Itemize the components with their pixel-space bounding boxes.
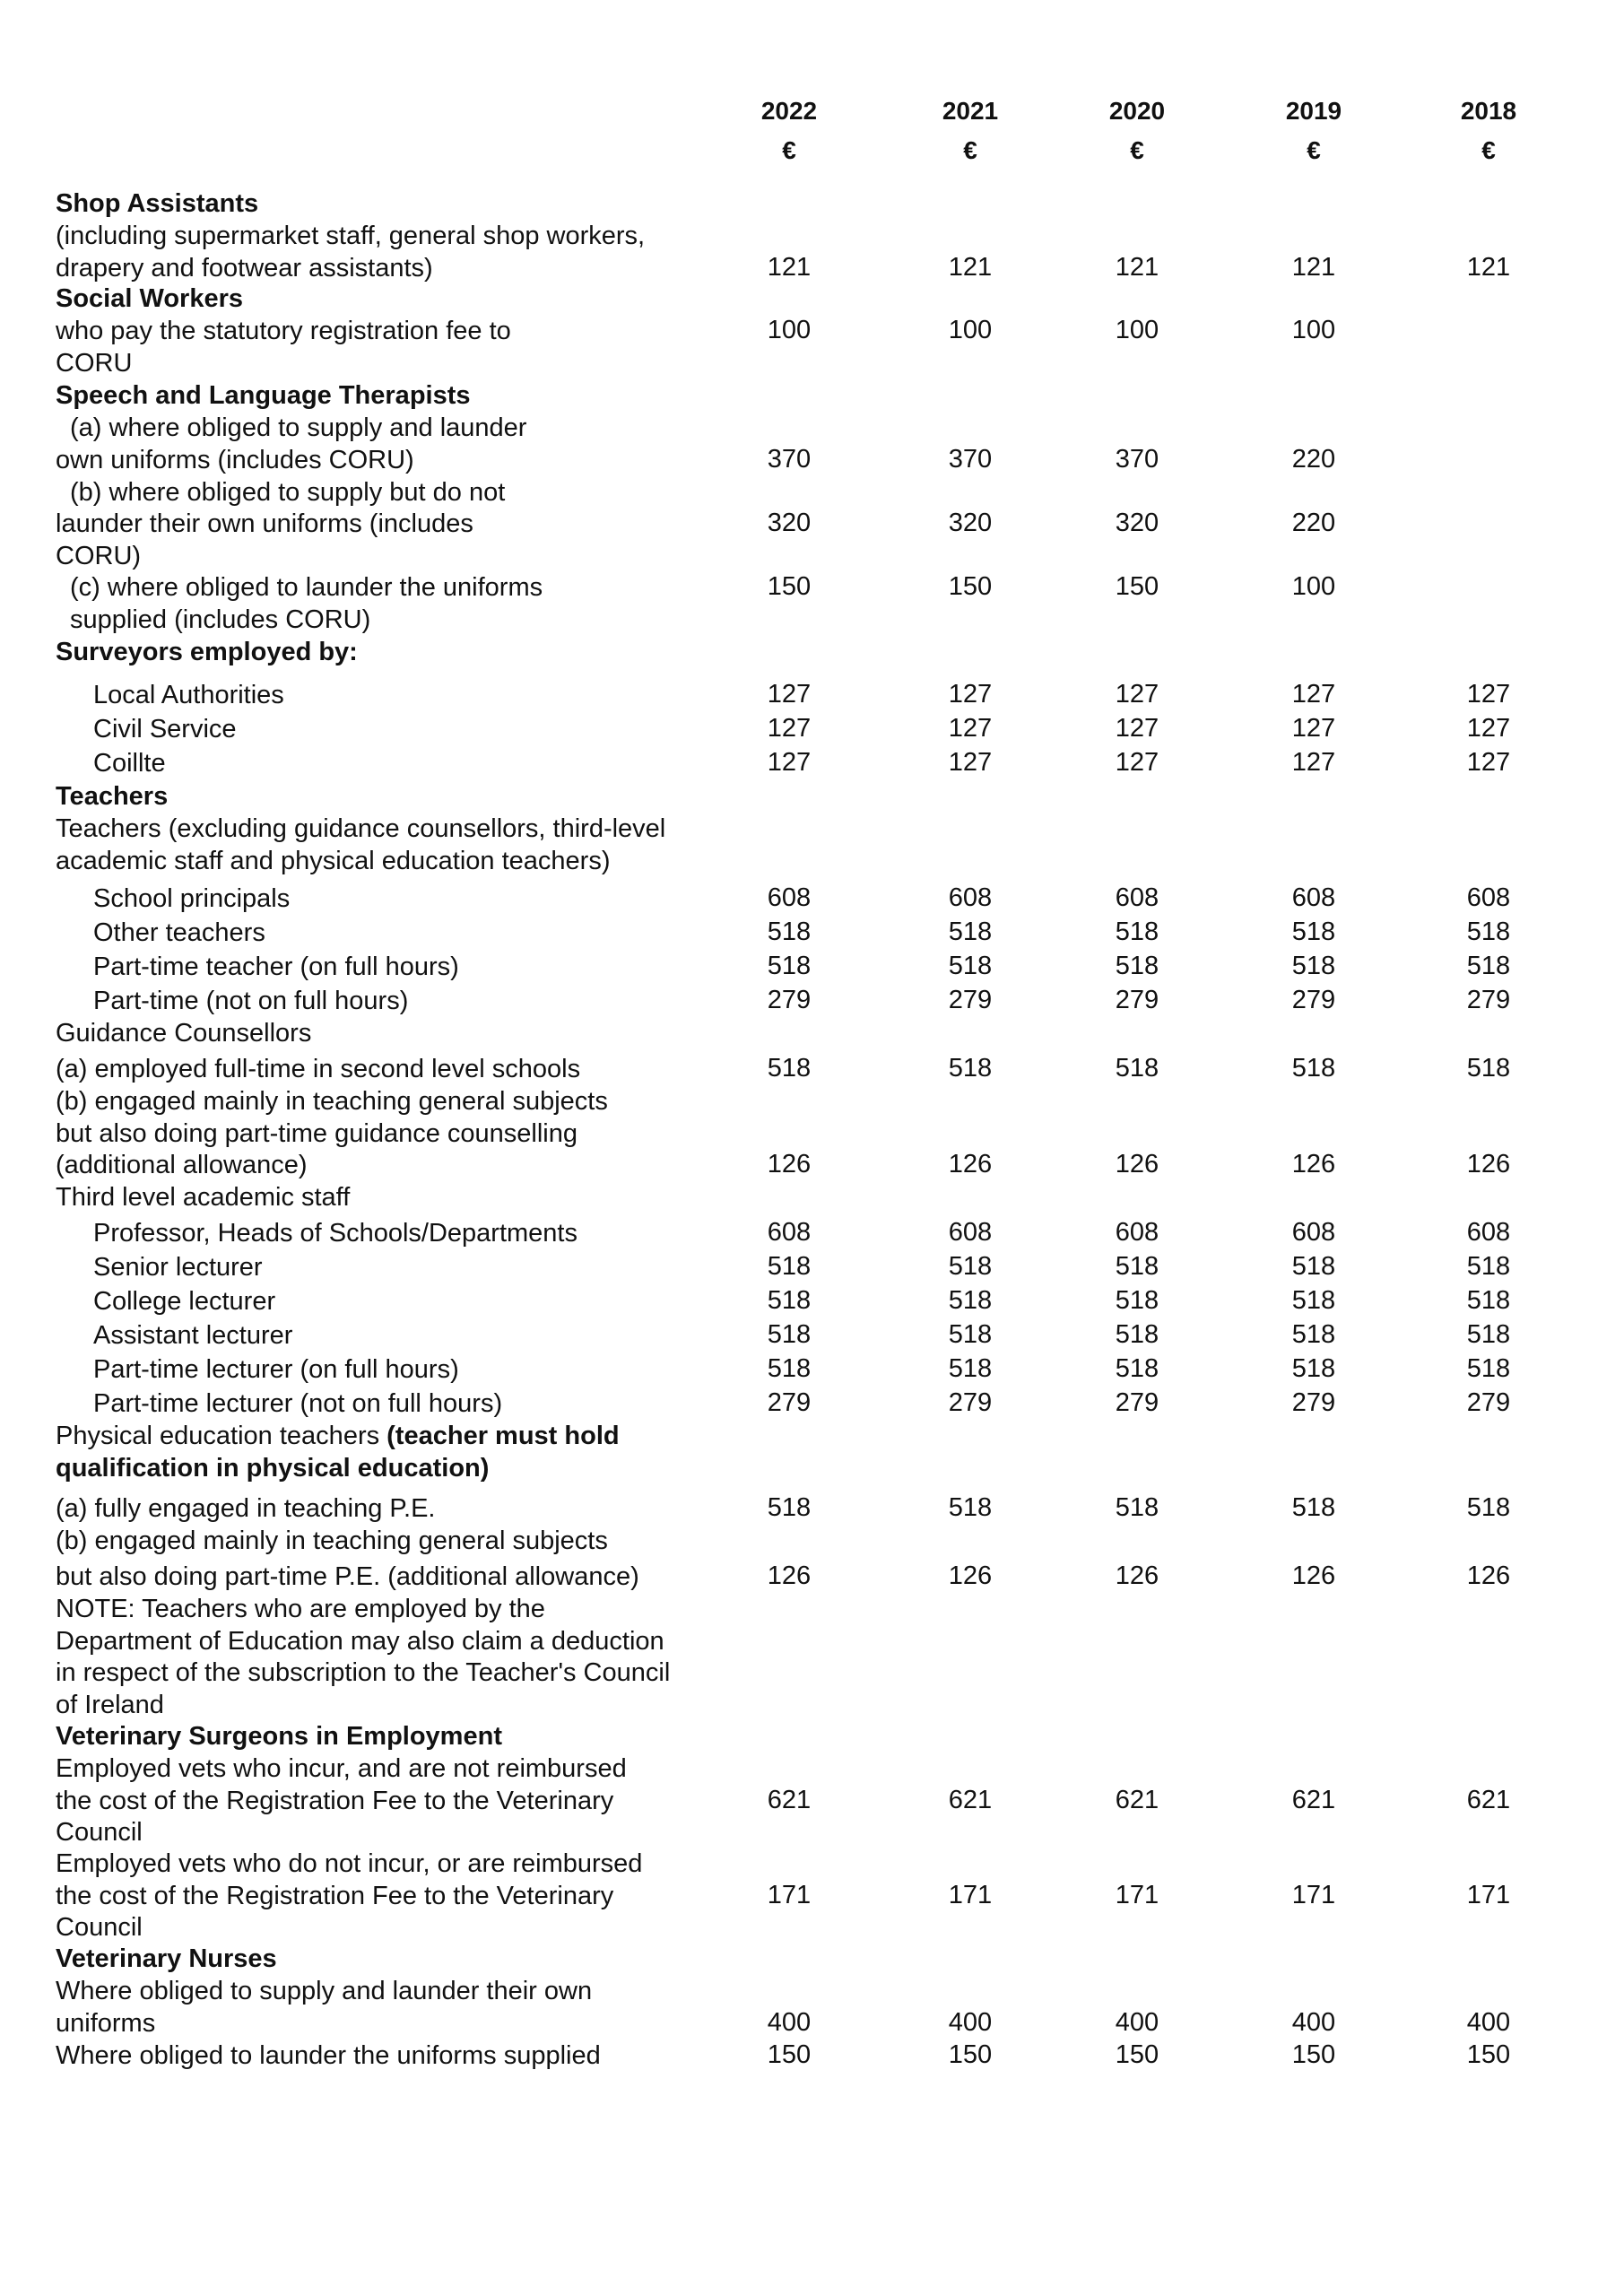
value-cell-2019: 518 [1291, 1286, 1336, 1315]
value-cell-2020: 518 [1115, 1286, 1159, 1315]
row-label: (b) where obliged to supply but do not [70, 478, 506, 507]
row-label: launder their own uniforms (includes CORU) [56, 509, 473, 570]
row-label: Employed vets who incur, and are not reimbursed the cost of the Registration Fee to the Veterinary Council [56, 1754, 627, 1847]
value-cell-2019: 150 [1291, 2040, 1336, 2069]
value-cell-2021: 126 [948, 1150, 993, 1178]
value-cell-2022: 518 [767, 1354, 812, 1383]
row-label: but also doing part-time P.E. (additional allowance) [56, 1562, 639, 1591]
value-cell-2020: 126 [1115, 1150, 1159, 1178]
value-cell-2020: 621 [1115, 1786, 1159, 1814]
value-cell-2021: 121 [948, 253, 993, 282]
value-cell-2022: 127 [767, 680, 812, 709]
value-cell-2018: 127 [1466, 714, 1511, 743]
currency-symbol: € [963, 136, 977, 164]
value-cell-2018: 126 [1466, 1150, 1511, 1178]
value-cell-2018: 518 [1466, 1286, 1511, 1315]
value-cell-2018: 518 [1466, 1493, 1511, 1522]
value-cell-2021: 150 [948, 572, 993, 601]
section-heading: Teachers [56, 782, 169, 811]
value-cell-2018: 171 [1466, 1881, 1511, 1909]
currency-symbol: € [1130, 136, 1144, 164]
value-cell-2022: 121 [767, 253, 812, 282]
value-cell-2020: 608 [1115, 883, 1159, 912]
value-cell-2019: 518 [1291, 918, 1336, 946]
value-cell-2022: 608 [767, 883, 812, 912]
value-cell-2021: 171 [948, 1881, 993, 1909]
value-cell-2021: 279 [948, 1388, 993, 1417]
year-header-2021 [916, 97, 1024, 165]
value-cell-2018: 518 [1466, 1252, 1511, 1281]
value-cell-2020: 127 [1115, 680, 1159, 709]
value-cell-2019: 400 [1291, 2008, 1336, 2037]
value-cell-2021: 608 [948, 883, 993, 912]
value-cell-2019: 608 [1291, 1218, 1336, 1247]
value-cell-2020: 127 [1115, 714, 1159, 743]
value-cell-2021: 400 [948, 2008, 993, 2037]
row-label: (b) engaged mainly in teaching general subjects but also doing part-time guidance counselling (additional allowance) [56, 1087, 608, 1179]
value-cell-2018: 279 [1466, 1388, 1511, 1417]
row-label: Where obliged to supply and launder their own uniforms [56, 1977, 593, 2038]
section-heading: Social Workers [56, 284, 244, 313]
value-cell-2022: 518 [767, 918, 812, 946]
value-cell-2019: 127 [1291, 748, 1336, 777]
value-cell-2020: 518 [1115, 1354, 1159, 1383]
value-cell-2021: 608 [948, 1218, 993, 1247]
value-cell-2021: 279 [948, 986, 993, 1014]
value-cell-2020: 518 [1115, 1493, 1159, 1522]
row-label: Civil Service [93, 715, 237, 744]
value-cell-2021: 126 [948, 1561, 993, 1590]
value-cell-2021: 518 [948, 1054, 993, 1083]
value-cell-2021: 518 [948, 918, 993, 946]
value-cell-2020: 126 [1115, 1561, 1159, 1590]
value-cell-2018: 518 [1466, 1054, 1511, 1083]
value-cell-2020: 121 [1115, 253, 1159, 282]
year-label: 2022 [760, 97, 818, 125]
value-cell-2021: 518 [948, 1286, 993, 1315]
value-cell-2022: 370 [767, 445, 812, 474]
value-cell-2019: 127 [1291, 714, 1336, 743]
row-label: who pay the statutory registration fee to CORU [56, 317, 511, 378]
value-cell-2019: 100 [1291, 316, 1336, 344]
row-label: Part-time teacher (on full hours) [93, 952, 459, 981]
value-cell-2019: 279 [1291, 986, 1336, 1014]
row-label [56, 1421, 620, 1484]
value-cell-2020: 608 [1115, 1218, 1159, 1247]
value-cell-2022: 279 [767, 986, 812, 1014]
year-label: 2019 [1285, 97, 1342, 125]
value-cell-2021: 150 [948, 2040, 993, 2069]
value-cell-2018: 608 [1466, 883, 1511, 912]
value-cell-2019: 220 [1291, 445, 1336, 474]
value-cell-2018: 518 [1466, 918, 1511, 946]
value-cell-2021: 518 [948, 1354, 993, 1383]
value-cell-2019: 518 [1291, 1320, 1336, 1349]
value-cell-2020: 518 [1115, 1054, 1159, 1083]
value-cell-2021: 518 [948, 1320, 993, 1349]
value-cell-2018: 150 [1466, 2040, 1511, 2069]
value-cell-2019: 127 [1291, 680, 1336, 709]
year-header-2019 [1260, 97, 1368, 165]
value-cell-2021: 320 [948, 509, 993, 537]
value-cell-2020: 127 [1115, 748, 1159, 777]
value-cell-2019: 621 [1291, 1786, 1336, 1814]
row-label: NOTE: Teachers who are employed by the Department of Education may also claim a deduction in respect of the subscription to the Teacher's Council of Ireland [56, 1595, 671, 1719]
value-cell-2018: 127 [1466, 748, 1511, 777]
value-cell-2021: 518 [948, 952, 993, 980]
currency-symbol: € [782, 136, 796, 164]
value-cell-2018: 621 [1466, 1786, 1511, 1814]
value-cell-2020: 518 [1115, 1252, 1159, 1281]
value-cell-2019: 518 [1291, 952, 1336, 980]
row-label: own uniforms (includes CORU) [56, 446, 414, 474]
value-cell-2021: 621 [948, 1786, 993, 1814]
section-heading: Shop Assistants [56, 189, 259, 218]
value-cell-2022: 100 [767, 316, 812, 344]
value-cell-2020: 150 [1115, 2040, 1159, 2069]
row-label: Guidance Counsellors [56, 1019, 312, 1048]
row-label: Professor, Heads of Schools/Departments [93, 1219, 578, 1248]
value-cell-2022: 518 [767, 1320, 812, 1349]
value-cell-2020: 279 [1115, 1388, 1159, 1417]
value-cell-2021: 127 [948, 680, 993, 709]
value-cell-2022: 518 [767, 1286, 812, 1315]
value-cell-2022: 518 [767, 1252, 812, 1281]
value-cell-2022: 126 [767, 1561, 812, 1590]
value-cell-2019: 518 [1291, 1493, 1336, 1522]
value-cell-2022: 127 [767, 748, 812, 777]
value-cell-2022: 150 [767, 2040, 812, 2069]
value-cell-2020: 518 [1115, 1320, 1159, 1349]
value-cell-2020: 100 [1115, 316, 1159, 344]
value-cell-2021: 518 [948, 1493, 993, 1522]
value-cell-2022: 320 [767, 509, 812, 537]
value-cell-2019: 126 [1291, 1150, 1336, 1178]
value-cell-2019: 126 [1291, 1561, 1336, 1590]
currency-symbol: € [1481, 136, 1496, 164]
value-cell-2022: 279 [767, 1388, 812, 1417]
value-cell-2020: 320 [1115, 509, 1159, 537]
value-cell-2018: 608 [1466, 1218, 1511, 1247]
value-cell-2021: 370 [948, 445, 993, 474]
value-cell-2022: 127 [767, 714, 812, 743]
row-label: (including supermarket staff, general shop workers, drapery and footwear assistants) [56, 222, 646, 283]
row-label: Assistant lecturer [93, 1321, 293, 1350]
row-label: Part-time lecturer (on full hours) [93, 1355, 459, 1384]
value-cell-2020: 518 [1115, 918, 1159, 946]
year-label: 2018 [1460, 97, 1517, 125]
value-cell-2020: 150 [1115, 572, 1159, 601]
value-cell-2018: 400 [1466, 2008, 1511, 2037]
section-heading: Veterinary Surgeons in Employment [56, 1722, 502, 1751]
row-label: Teachers (excluding guidance counsellors, third-level academic staff and physical education teachers) [56, 814, 666, 875]
value-cell-2019: 171 [1291, 1881, 1336, 1909]
value-cell-2020: 518 [1115, 952, 1159, 980]
value-cell-2022: 518 [767, 1054, 812, 1083]
value-cell-2019: 220 [1291, 509, 1336, 537]
year-label: 2021 [942, 97, 999, 125]
row-label: College lecturer [93, 1287, 276, 1316]
value-cell-2018: 121 [1466, 253, 1511, 282]
value-cell-2022: 171 [767, 1881, 812, 1909]
currency-symbol: € [1307, 136, 1321, 164]
value-cell-2021: 127 [948, 714, 993, 743]
value-cell-2018: 279 [1466, 986, 1511, 1014]
year-header-2018 [1435, 97, 1542, 165]
row-label: Part-time (not on full hours) [93, 987, 409, 1015]
row-label-note: (teacher must hold qualification in physical education) [56, 1422, 620, 1483]
year-label: 2020 [1108, 97, 1166, 125]
row-label: Employed vets who do not incur, or are reimbursed the cost of the Registration Fee to the Veterinary Council [56, 1849, 643, 1942]
year-header-2020 [1083, 97, 1191, 165]
year-header-2022 [735, 97, 843, 165]
value-cell-2020: 279 [1115, 986, 1159, 1014]
value-cell-2022: 621 [767, 1786, 812, 1814]
row-label: School principals [93, 884, 291, 913]
value-cell-2018: 518 [1466, 1354, 1511, 1383]
value-cell-2021: 127 [948, 748, 993, 777]
value-cell-2019: 518 [1291, 1054, 1336, 1083]
value-cell-2018: 518 [1466, 1320, 1511, 1349]
row-label: Part-time lecturer (not on full hours) [93, 1389, 503, 1418]
value-cell-2021: 100 [948, 316, 993, 344]
value-cell-2020: 370 [1115, 445, 1159, 474]
value-cell-2019: 100 [1291, 572, 1336, 601]
value-cell-2018: 518 [1466, 952, 1511, 980]
section-heading: Veterinary Nurses [56, 1944, 277, 1973]
value-cell-2019: 279 [1291, 1388, 1336, 1417]
row-label: (c) where obliged to launder the uniforms supplied (includes CORU) [70, 573, 543, 634]
row-label: (b) engaged mainly in teaching general subjects [56, 1526, 608, 1555]
value-cell-2020: 171 [1115, 1881, 1159, 1909]
value-cell-2021: 518 [948, 1252, 993, 1281]
row-label: Third level academic staff [56, 1183, 351, 1212]
value-cell-2022: 518 [767, 952, 812, 980]
value-cell-2019: 608 [1291, 883, 1336, 912]
section-heading: Surveyors employed by: [56, 638, 358, 666]
value-cell-2019: 518 [1291, 1252, 1336, 1281]
value-cell-2020: 400 [1115, 2008, 1159, 2037]
row-label: Senior lecturer [93, 1253, 263, 1282]
section-heading: Speech and Language Therapists [56, 381, 471, 410]
row-label: Local Authorities [93, 681, 284, 709]
value-cell-2022: 150 [767, 572, 812, 601]
value-cell-2019: 518 [1291, 1354, 1336, 1383]
row-label: Other teachers [93, 918, 265, 947]
row-label: (a) fully engaged in teaching P.E. [56, 1494, 436, 1523]
value-cell-2022: 400 [767, 2008, 812, 2037]
row-label-text: Physical education teachers [56, 1422, 387, 1450]
row-label: (a) where obliged to supply and launder [70, 413, 527, 442]
value-cell-2018: 127 [1466, 680, 1511, 709]
row-label: Where obliged to launder the uniforms supplied [56, 2041, 601, 2070]
value-cell-2018: 126 [1466, 1561, 1511, 1590]
value-cell-2022: 126 [767, 1150, 812, 1178]
value-cell-2019: 121 [1291, 253, 1336, 282]
row-label: (a) employed full-time in second level schools [56, 1055, 581, 1083]
value-cell-2022: 608 [767, 1218, 812, 1247]
value-cell-2022: 518 [767, 1493, 812, 1522]
row-label: Coillte [93, 749, 166, 778]
